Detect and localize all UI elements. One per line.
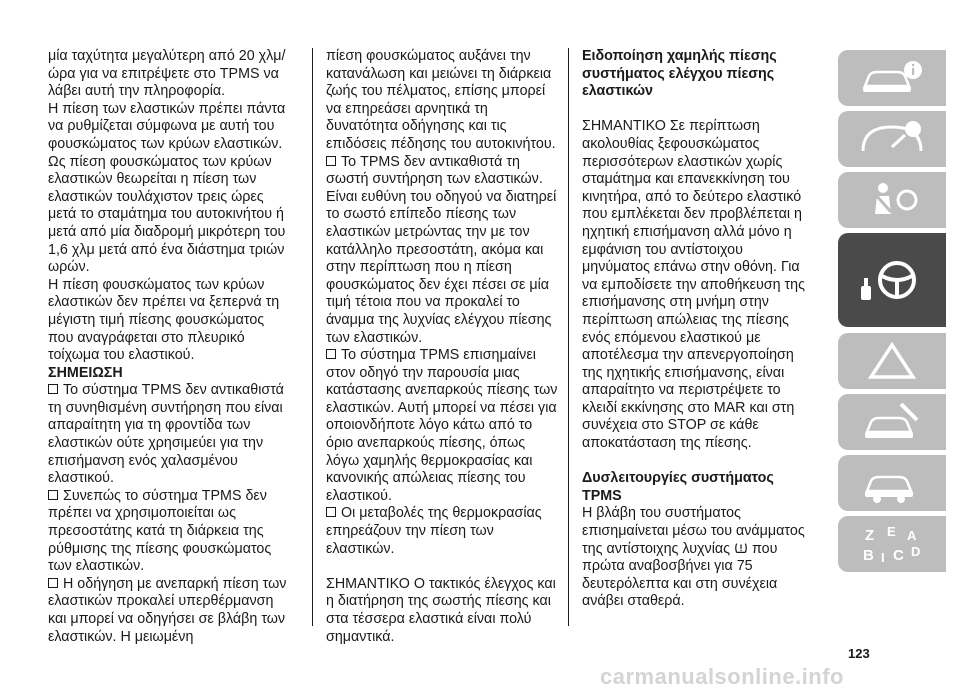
text-column-1: [48, 48, 292, 646]
paragraph: ΣΗΜΑΝΤΙΚΟ Σε περίπτωση ακολουθίας ξεφουσκώματος περισσότερων ελαστικών χωρίς σταμάτημα και επανεκκίνηση του κινητήρα, από το δεύτερο ελαστικό που εμπλέκεται δεν προβλέπεται η ηχητική επισήμανση αλλά μόνο η εμφάνιση του αντίστοιχου μηνύματος επάνω στην οθόνη. Για να εμποδίσετε την αποθήκευση της επισήμανσης στη μνήμη στην περίπτωση απώλειας της πίεσης ενός επόμενου ελαστικού με αποτέλεσμα την απενεργοποίηση της ηχητικής επισήμανσης, είναι απαραίτητο να περιστρέψετε το κλειδί εκκίνησης στο MAR και στη συνέχεια στο STOP σε κάθε αποκατάσταση της πίεσης.: [582, 118, 806, 452]
svg-text:A: A: [907, 528, 917, 543]
page-number: 123: [848, 646, 870, 661]
warning-triangle-icon: [857, 339, 927, 383]
wrench-car-icon: [857, 400, 927, 444]
column-divider: [312, 48, 313, 626]
bullet-item: Το σύστημα TPMS επισημαίνει στον οδηγό την παρουσία μιας κατάστασης ανεπαρκούς πίεσης των ελαστικών. Αυτή μπορεί να πέσει για οποιονδήποτε λόγο κάτω από το όριο ανεπαρκούς πίεσης, όπως λόγω χαμηλής θερμοκρασίας και κανονικής απώλειας πίεσης του ελαστικού.: [326, 347, 558, 504]
svg-text:E: E: [887, 524, 896, 539]
seatbelt-airbag-icon: [857, 178, 927, 222]
paragraph: Η πίεση των ελαστικών πρέπει πάντα να ρυθμίζεται σύμφωνα με αυτή του φουσκώματος των κρύων ελαστικών. Ως πίεση φουσκώματος των κρύων ελαστικών θεωρείται η πίεση των ελαστικών τουλάχιστον τρεις ώρες μετά το σταμάτημα του αυτοκινήτου ή μετά από μία διαδρομή μικρότερη του 1,6 χλμ μετά από ένα διάστημα τριών ωρών.: [48, 100, 286, 276]
bullet-item: Οι μεταβολές της θερμοκρασίας επηρεάζουν την πίεση των ελαστικών.: [326, 505, 558, 558]
tab-index[interactable]: [838, 516, 946, 572]
important-note: ΣΗΜΑΝΤΙΚΟ Ο τακτικός έλεγχος και η διατήρηση της σωστής πίεσης και στα τέσσερα ελαστικά είναι πολύ σημαντικά.: [326, 575, 556, 645]
section-heading: Δυσλειτουργίες συστήματος TPMS: [582, 470, 774, 504]
svg-text:C: C: [893, 547, 904, 564]
watermark: carmanualsonline.info: [600, 664, 844, 689]
tire-pressure-warning-icon: [734, 541, 748, 555]
tech-data-icon: [857, 461, 927, 505]
text-column-2: [326, 48, 558, 646]
tab-maintenance[interactable]: [838, 394, 946, 450]
svg-text:Z: Z: [865, 527, 875, 544]
tab-emergency[interactable]: [838, 333, 946, 389]
steering-wheel-icon: [857, 258, 927, 302]
tab-safety[interactable]: [838, 172, 946, 228]
svg-text:B: B: [863, 547, 874, 564]
bullet-item: Το σύστημα TPMS δεν αντικαθιστά τη συνηθισμένη συντήρηση που είναι απαραίτητη για τη φροντίδα των ελαστικών ούτε χρησιμεύει για την επισήμανση ενός χαλασμένου ελαστικού.: [48, 382, 292, 488]
paragraph-text: Η βλάβη του συστήματος επισημαίνεται μέσω του ανάμματος της αντίστοιχης λυχνίας: [582, 505, 805, 557]
svg-text:D: D: [911, 544, 921, 559]
paragraph: Η πίεση φουσκώματος των κρύων ελαστικών δεν πρέπει να ξεπερνά τη μέγιστη τιμή πίεσης φουσκώματος που αναγράφεται στο πλευρικό τοίχωμα του ελαστικού.: [48, 276, 280, 364]
svg-text:I: I: [881, 550, 885, 565]
paragraph-text: που πρώτα αναβοσβήνει για 75 δευτερόλεπτα και στη συνέχεια ανάβει σταθερά.: [582, 540, 778, 610]
tab-technical-data[interactable]: [838, 455, 946, 511]
text-column-3: [582, 48, 814, 611]
tab-dashboard[interactable]: [838, 111, 946, 167]
paragraph: [582, 505, 814, 611]
column-divider: [568, 48, 569, 626]
car-info-icon: [857, 56, 927, 100]
paragraph: πίεση φουσκώματος αυξάνει την κατανάλωση και μειώνει τη διάρκεια ζωής του πέλματος, επίσης μπορεί να επηρεάσει αρνητικά τη δυνατότητα οδήγησης και τις επιδόσεις πέδησης του αυτοκινήτου.: [326, 48, 556, 152]
section-heading: Ειδοποίηση χαμηλής πίεσης συστήματος ελέγχου πίεσης ελαστικών: [582, 48, 777, 100]
paragraph: μία ταχύτητα μεγαλύτερη από 20 χλμ/ώρα για να επιτρέψετε στο TPMS να λάβει αυτή την πληροφορία.: [48, 48, 286, 100]
note-heading: ΣΗΜΕΙΩΣΗ: [48, 364, 123, 381]
dashboard-icon: [857, 117, 927, 161]
bullet-item: Συνεπώς το σύστημα TPMS δεν πρέπει να χρησιμοποιείται ως πρεσοστάτης κατά τη διάρκεια της ρύθμισης της πίεσης φουσκώματος των ελαστικών.: [48, 488, 292, 576]
tab-starting-driving[interactable]: [838, 233, 946, 327]
alphabetical-index-icon: [857, 522, 927, 566]
tab-car-info[interactable]: [838, 50, 946, 106]
bullet-item: Η οδήγηση με ανεπαρκή πίεση των ελαστικών προκαλεί υπερθέρμανση και μπορεί να οδηγήσει σε βλάβη των ελαστικών. Η μειωμένη: [48, 576, 292, 646]
bullet-item: Το TPMS δεν αντικαθιστά τη σωστή συντήρηση των ελαστικών. Είναι ευθύνη του οδηγού να διατηρεί το σωστό επίπεδο πίεσης των ελαστικών μετρώντας την με τον κατάλληλο πρεσοστάτη, ακόμα και στην περίπτωση που η πίεση φουσκώματος δεν έχει πέσει σε μία τιμή τέτοια που να προκαλεί το άναμμα της λυχνίας ελέγχου πίεσης των ελαστικών.: [326, 153, 557, 346]
